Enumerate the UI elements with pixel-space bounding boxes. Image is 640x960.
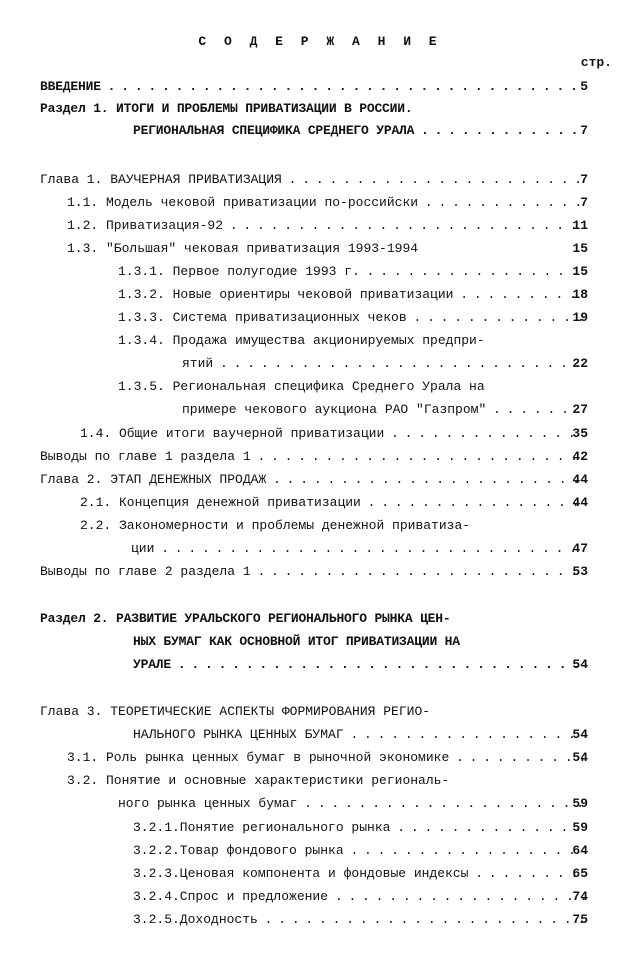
toc-entry: 3.1. Роль рынка ценных бумаг в рыночной экономике . . . bbox=[67, 748, 585, 768]
toc-page-number: 42 bbox=[572, 449, 588, 464]
toc-page-number: 64 bbox=[572, 843, 588, 858]
toc-entry: 1.3.4. Продажа имущества акционируемых предпри- bbox=[118, 333, 485, 348]
toc-entry: Раздел 1. ИТОГИ И ПРОБЛЕМЫ ПРИВАТИЗАЦИИ В РОССИИ. bbox=[40, 101, 413, 116]
toc-entry: ции . . . bbox=[131, 539, 585, 559]
toc-page-number: 53 bbox=[572, 564, 588, 579]
toc-entry: 3.2. Понятие и основные характеристики региональ- bbox=[67, 773, 450, 788]
toc-entry: 3.2.3.Ценовая компонента и фондовые индексы . . . bbox=[133, 864, 585, 884]
toc-page-number: 5 bbox=[580, 79, 588, 94]
toc-entry: 3.2.1.Понятие регионального рынка . . . bbox=[133, 818, 585, 838]
toc-page-number: 22 bbox=[572, 356, 588, 371]
toc-page-number: 54 bbox=[572, 727, 588, 742]
page-title: С О Д Е Р Ж А Н И Е bbox=[198, 34, 442, 49]
toc-page-number: 7 bbox=[580, 195, 588, 210]
toc-entry: ятий . . . bbox=[182, 354, 585, 374]
toc-entry: 2.1. Концепция денежной приватизации . . . bbox=[80, 493, 585, 513]
toc-page-number: 15 bbox=[572, 264, 588, 279]
page-column-header: стр. bbox=[580, 55, 612, 70]
toc-entry: Раздел 2. РАЗВИТИЕ УРАЛЬСКОГО РЕГИОНАЛЬНОГО РЫНКА ЦЕН- bbox=[40, 611, 451, 626]
toc-page-number: 65 bbox=[572, 866, 588, 881]
toc-page-number: 44 bbox=[572, 495, 588, 510]
toc-entry: 1.2. Приватизация-92 . . . bbox=[67, 216, 585, 236]
toc-page-number: 54 bbox=[572, 750, 588, 765]
toc-page-number: 15 bbox=[572, 241, 588, 256]
toc-entry: 1.3.2. Новые ориентиры чековой приватизации . . . bbox=[118, 285, 585, 305]
toc-entry: НАЛЬНОГО РЫНКА ЦЕННЫХ БУМАГ . . . bbox=[133, 725, 585, 745]
toc-page-number: 44 bbox=[572, 472, 588, 487]
toc-page-number: 35 bbox=[572, 426, 588, 441]
toc-entry: 1.3.3. Система приватизационных чеков . . . bbox=[118, 308, 585, 328]
toc-entry: примере чекового аукциона РАО "Газпром" . . . bbox=[182, 400, 585, 420]
toc-entry: ного рынка ценных бумаг . . . bbox=[118, 794, 585, 814]
toc-entry: Глава 1. ВАУЧЕРНАЯ ПРИВАТИЗАЦИЯ . . . bbox=[40, 170, 585, 190]
toc-page-number: 59 bbox=[572, 820, 588, 835]
toc-entry: 3.2.4.Спрос и предложение . . . bbox=[133, 887, 585, 907]
toc-entry: Глава 2. ЭТАП ДЕНЕЖНЫХ ПРОДАЖ . . . bbox=[40, 470, 585, 490]
toc-entry: 1.3. "Большая" чековая приватизация 1993-1994 bbox=[67, 241, 419, 256]
toc-entry: Выводы по главе 1 раздела 1 . . . bbox=[40, 447, 585, 467]
toc-page-number: 27 bbox=[572, 402, 588, 417]
toc-entry: 1.3.5. Региональная специфика Среднего Урала на bbox=[118, 379, 485, 394]
toc-page-number: 47 bbox=[572, 541, 588, 556]
toc-entry: 1.1. Модель чековой приватизации по-российски . . . bbox=[67, 193, 585, 213]
toc-entry: ВВЕДЕНИЕ . . . bbox=[40, 77, 585, 97]
toc-page-number: 18 bbox=[572, 287, 588, 302]
toc-entry: УРАЛЕ . . . bbox=[133, 655, 585, 675]
toc-entry: 1.4. Общие итоги ваучерной приватизации . . . bbox=[80, 424, 585, 444]
toc-entry: Глава 3. ТЕОРЕТИЧЕСКИЕ АСПЕКТЫ ФОРМИРОВАНИЯ РЕГИО- bbox=[40, 704, 431, 719]
toc-entry: 1.3.1. Первое полугодие 1993 г. . . . bbox=[118, 262, 585, 282]
toc-page-number: 7 bbox=[580, 123, 588, 138]
toc-entry: 3.2.5.Доходность . . . bbox=[133, 910, 585, 930]
toc-entry: 2.2. Закономерности и проблемы денежной приватиза- bbox=[80, 518, 471, 533]
toc-entry: Выводы по главе 2 раздела 1 . . . bbox=[40, 562, 585, 582]
toc-page-number: 11 bbox=[572, 218, 588, 233]
toc-page-number: 54 bbox=[572, 657, 588, 672]
toc-entry: 3.2.2.Товар фондового рынка . . . bbox=[133, 841, 585, 861]
toc-page-number: 7 bbox=[580, 172, 588, 187]
toc-entry: НЫХ БУМАГ КАК ОСНОВНОЙ ИТОГ ПРИВАТИЗАЦИИ НА bbox=[133, 634, 460, 649]
toc-page-number: 75 bbox=[572, 912, 588, 927]
toc-page-number: 59 bbox=[572, 796, 588, 811]
toc-page-number: 74 bbox=[572, 889, 588, 904]
toc-entry: РЕГИОНАЛЬНАЯ СПЕЦИФИКА СРЕДНЕГО УРАЛА . . . bbox=[133, 121, 585, 141]
toc-page-number: 19 bbox=[572, 310, 588, 325]
